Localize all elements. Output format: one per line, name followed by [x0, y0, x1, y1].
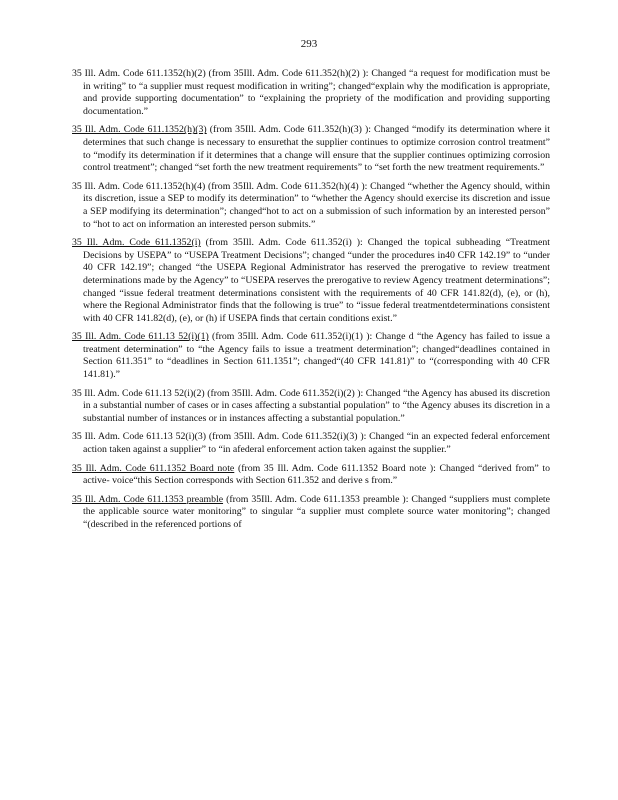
entry-citation: 35 Ill. Adm. Code 611.1352(i) — [72, 237, 201, 249]
entry-text: (from 35Ill. Adm. Code 611.352(h)(3) ): Changed “modify its determination where it determines that such change is necessary to ensurethat the supplier continues to optimize corrosion control treatment” to “modify its determination if it determines that a change will ensure that the supplier continues optimizing corrosion control treatment”; changed “set forth the new treatment requirements” to “set forth the new treatment requirements.” — [83, 124, 550, 174]
entry-paragraph — [72, 68, 550, 118]
entry-citation: 35 Ill. Adm. Code 611.1352(h)(4) — [72, 180, 206, 192]
entry-citation: 35 Ill. Adm. Code 611.13 52(i)(1) — [72, 331, 209, 343]
entry-text: (from 35Ill. Adm. Code 611.1353 preamble ): Changed “suppliers must complete the applicable source water monitoring” to singular “a supplier must complete source water monitoring”; changed “(described in the referenced portions of — [83, 493, 550, 530]
entry-text: (from 35 Ill. Adm. Code 611.1352 Board note ): Changed “derived from” to active- voice“this Section corresponds with Section 611.352 and derive s from.” — [83, 462, 551, 487]
entry-paragraph — [72, 331, 550, 381]
entry-text: (from 35Ill. Adm. Code 611.352(i) ): Changed the topical subheading “Treatment Decisions by USEPA” to “USEPA Treatment Decisions”; changed “under the procedures in40 CFR 142.19” to “under 40 CFR 142.19”; changed “the USEPA Regional Administrator has reserved the prerogative to review treatment determinations made by the Agency” to “USEPA reserves the prerogative to review Agency treatment determinations”; changed “issue federal treatment determinations consistent with the requirements of 40 CFR 141.82(d), (e), or (h), where the Regional Administrator finds that the following is true” to “issue federal treatmentdeterminations consistent with 40 CFR 141.82(d), (e), or (h) if USEPA finds that certain conditions exist.” — [83, 237, 551, 324]
entry-text: (from 35Ill. Adm. Code 611.352(i)(1) ): Change d “the Agency has failed to issue a treatment determination” to “the Agency fails to issue a treatment determination”; changed“deadlines contained in Section 611.351” to “deadlines in Section 611.1351”; changed“(40 CFR 141.81)” to “(corresponding with 40 CFR 141.81).” — [83, 331, 550, 381]
entry-paragraph — [72, 431, 550, 456]
entries-list — [72, 68, 550, 538]
entry-citation: 35 Ill. Adm. Code 611.13 52(i)(2) — [72, 387, 205, 399]
entry-paragraph — [72, 388, 550, 426]
entry-paragraph — [72, 181, 550, 231]
page-number: 293 — [300, 38, 318, 50]
entry-citation: 35 Ill. Adm. Code 611.1353 preamble — [72, 493, 224, 505]
entry-paragraph — [72, 237, 550, 325]
entry-paragraph — [72, 494, 550, 532]
entry-text: (from 35Ill. Adm. Code 611.352(i)(3) ): Changed “in an expected federal enforcement action taken against a supplier” to “in afederal enforcement action taken against the supplier.” — [83, 431, 550, 456]
entry-text: (from 35Ill. Adm. Code 611.352(i)(2) ): Changed “the Agency has abused its discretion in a substantial number of cases or in cases affecting a substantial population” to “the Agency abuses its discretion in a substantial number of instances or in instances affecting a substantial population.” — [83, 387, 550, 424]
entry-text: (from 35Ill. Adm. Code 611.352(h)(4) ): Changed “whether the Agency should, within its discretion, issue a SEP to modify its determination” to “whether the Agency should exercise its discretion and issue a SEP modifying its determination”; changed“hot to act on a submission of such information by an interested person” to “hot to act on information an interested person submits.” — [83, 180, 551, 230]
entry-citation: 35 Ill. Adm. Code 611.1352 Board note — [72, 462, 235, 474]
entry-citation: 35 Ill. Adm. Code 611.1352(h)(2) — [72, 68, 206, 79]
entry-text: (from 35Ill. Adm. Code 611.352(h)(2) ): Changed “a request for modification must be in writing” to “a supplier must request modification in writing”; changed“explain why the modification is appropriate, and provide supporting documentation” to “explaining the propriety of the modification and providing supporting documentation.” — [83, 68, 550, 117]
entry-paragraph — [72, 463, 550, 488]
entry-citation: 35 Ill. Adm. Code 611.1352(h)(3) — [72, 124, 207, 136]
entry-citation: 35 Ill. Adm. Code 611.13 52(i)(3) — [72, 431, 207, 443]
entry-paragraph — [72, 124, 550, 174]
